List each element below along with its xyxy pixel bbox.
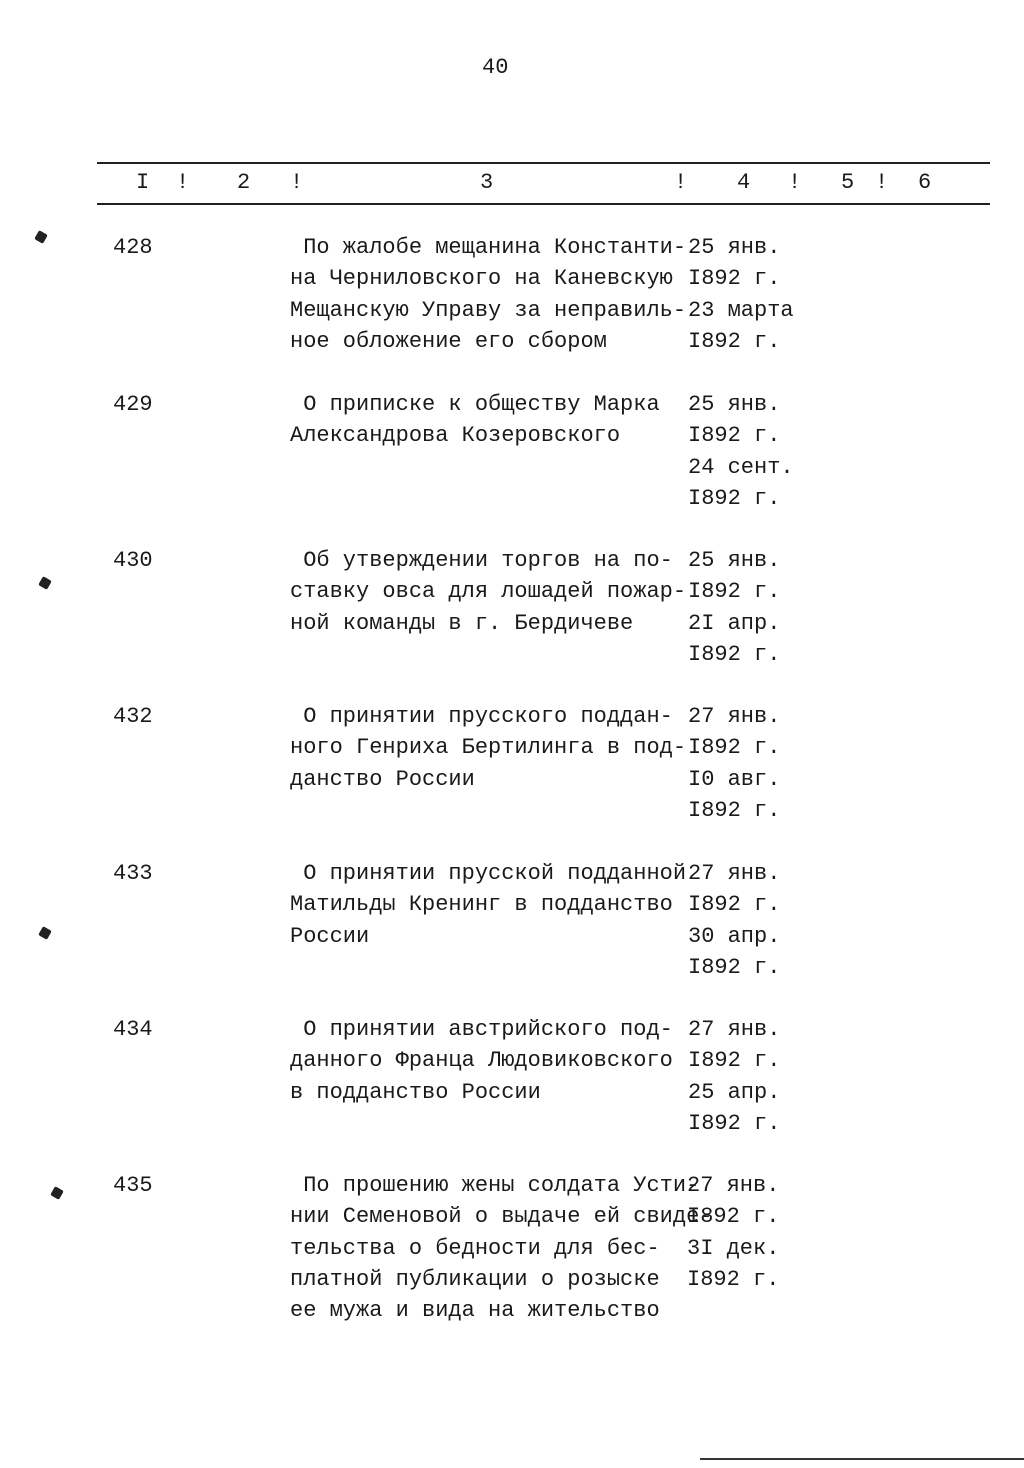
description-line: ее мужа и вида на жительство	[290, 1298, 660, 1324]
bottom-edge-rule	[700, 1458, 1024, 1460]
entry-description	[290, 858, 686, 952]
date-line: 25 янв.	[688, 392, 781, 417]
entry-dates	[687, 1170, 779, 1295]
date-line: 27 янв.	[688, 1017, 781, 1042]
date-line: I892 г.	[687, 1204, 780, 1230]
date-line: 23 марта	[688, 297, 794, 323]
date-line: I892 г.	[688, 266, 781, 292]
entry-dates	[688, 701, 780, 826]
entry-description	[290, 389, 660, 452]
description-line: ставку овса для лошадей пожар-	[290, 579, 687, 605]
entry-dates	[688, 1014, 780, 1139]
date-line: 24 сент.	[688, 454, 794, 480]
date-line: I892 г.	[687, 1266, 780, 1292]
column-4-header: 4	[737, 170, 751, 195]
description-line: По прошению жены солдата Усти-	[290, 1173, 700, 1198]
column-5-header: 5	[841, 170, 855, 195]
entry-number: 430	[113, 548, 153, 573]
description-line: в подданство России	[290, 1079, 541, 1105]
column-separator: !	[674, 170, 688, 195]
description-line: платной публикации о розыске	[290, 1266, 660, 1292]
date-line: I892 г.	[688, 485, 781, 511]
binding-hole-mark	[38, 926, 52, 940]
entry-number: 433	[113, 861, 153, 886]
table-top-rule	[97, 162, 990, 164]
binding-hole-mark	[34, 230, 48, 244]
description-line: Александрова Козеровского	[290, 423, 621, 449]
description-line: О принятии австрийского под-	[290, 1017, 673, 1042]
entry-description	[290, 232, 686, 357]
description-line: нии Семеновой о выдаче ей свиде-	[290, 1204, 713, 1230]
entry-dates	[688, 389, 794, 514]
date-line: 27 янв.	[688, 704, 781, 729]
column-1-header: I	[136, 170, 150, 195]
column-6-header: 6	[918, 170, 932, 195]
date-line: 25 апр.	[688, 1079, 781, 1105]
description-line: России	[290, 923, 370, 949]
entry-number: 432	[113, 704, 153, 729]
description-line: Матильды Кренинг в подданство	[290, 892, 673, 918]
date-line: 27 янв.	[687, 1173, 780, 1198]
column-2-header: 2	[237, 170, 251, 195]
description-line: данство России	[290, 766, 475, 792]
binding-hole-mark	[50, 1186, 64, 1200]
date-line: 27 янв.	[688, 861, 781, 886]
date-line: I892 г.	[688, 954, 781, 980]
description-line: По жалобе мещанина Константи-	[290, 235, 687, 260]
date-line: I892 г.	[688, 797, 781, 823]
entry-dates	[688, 232, 794, 357]
entry-dates	[688, 858, 780, 983]
column-3-header: 3	[480, 170, 494, 195]
entry-number: 434	[113, 1017, 153, 1042]
date-line: 25 янв.	[688, 235, 781, 260]
description-line: О принятии прусской подданной	[290, 861, 687, 886]
description-line: тельства о бедности для бес-	[290, 1235, 660, 1261]
date-line: I892 г.	[688, 328, 781, 354]
description-line: ное обложение его сбором	[290, 328, 607, 354]
entry-number: 428	[113, 235, 153, 260]
description-line: ной команды в г. Бердичеве	[290, 610, 634, 636]
column-separator: !	[788, 170, 802, 195]
entry-number: 435	[113, 1173, 153, 1198]
entry-description	[290, 701, 686, 795]
date-line: I892 г.	[688, 1110, 781, 1136]
date-line: I892 г.	[688, 1048, 781, 1074]
column-separator: !	[176, 170, 190, 195]
description-line: О принятии прусского поддан-	[290, 704, 673, 729]
date-line: 2I апр.	[688, 610, 781, 636]
column-separator: !	[875, 170, 889, 195]
description-line: О приписке к обществу Марка	[290, 392, 660, 417]
column-separator: !	[290, 170, 304, 195]
date-line: I892 г.	[688, 892, 781, 918]
description-line: ного Генриха Бертилинга в под-	[290, 735, 687, 761]
entry-number: 429	[113, 392, 153, 417]
entry-dates	[688, 545, 780, 670]
entry-description	[290, 545, 686, 639]
description-line: Мещанскую Управу за неправиль-	[290, 297, 687, 323]
page-number: 40	[482, 55, 509, 80]
date-line: 30 апр.	[688, 923, 781, 949]
description-line: Об утверждении торгов на по-	[290, 548, 673, 573]
table-header-rule	[97, 203, 990, 205]
description-line: на Черниловского на Каневскую	[290, 266, 673, 292]
date-line: I892 г.	[688, 735, 781, 761]
date-line: 25 янв.	[688, 548, 781, 573]
entry-description	[290, 1170, 712, 1326]
date-line: I892 г.	[688, 423, 781, 449]
date-line: I892 г.	[688, 641, 781, 667]
date-line: 3I дек.	[687, 1235, 780, 1261]
entry-description	[290, 1014, 673, 1108]
binding-hole-mark	[38, 576, 52, 590]
date-line: I892 г.	[688, 579, 781, 605]
date-line: I0 авг.	[688, 766, 781, 792]
description-line: данного Франца Людовиковского	[290, 1048, 673, 1074]
